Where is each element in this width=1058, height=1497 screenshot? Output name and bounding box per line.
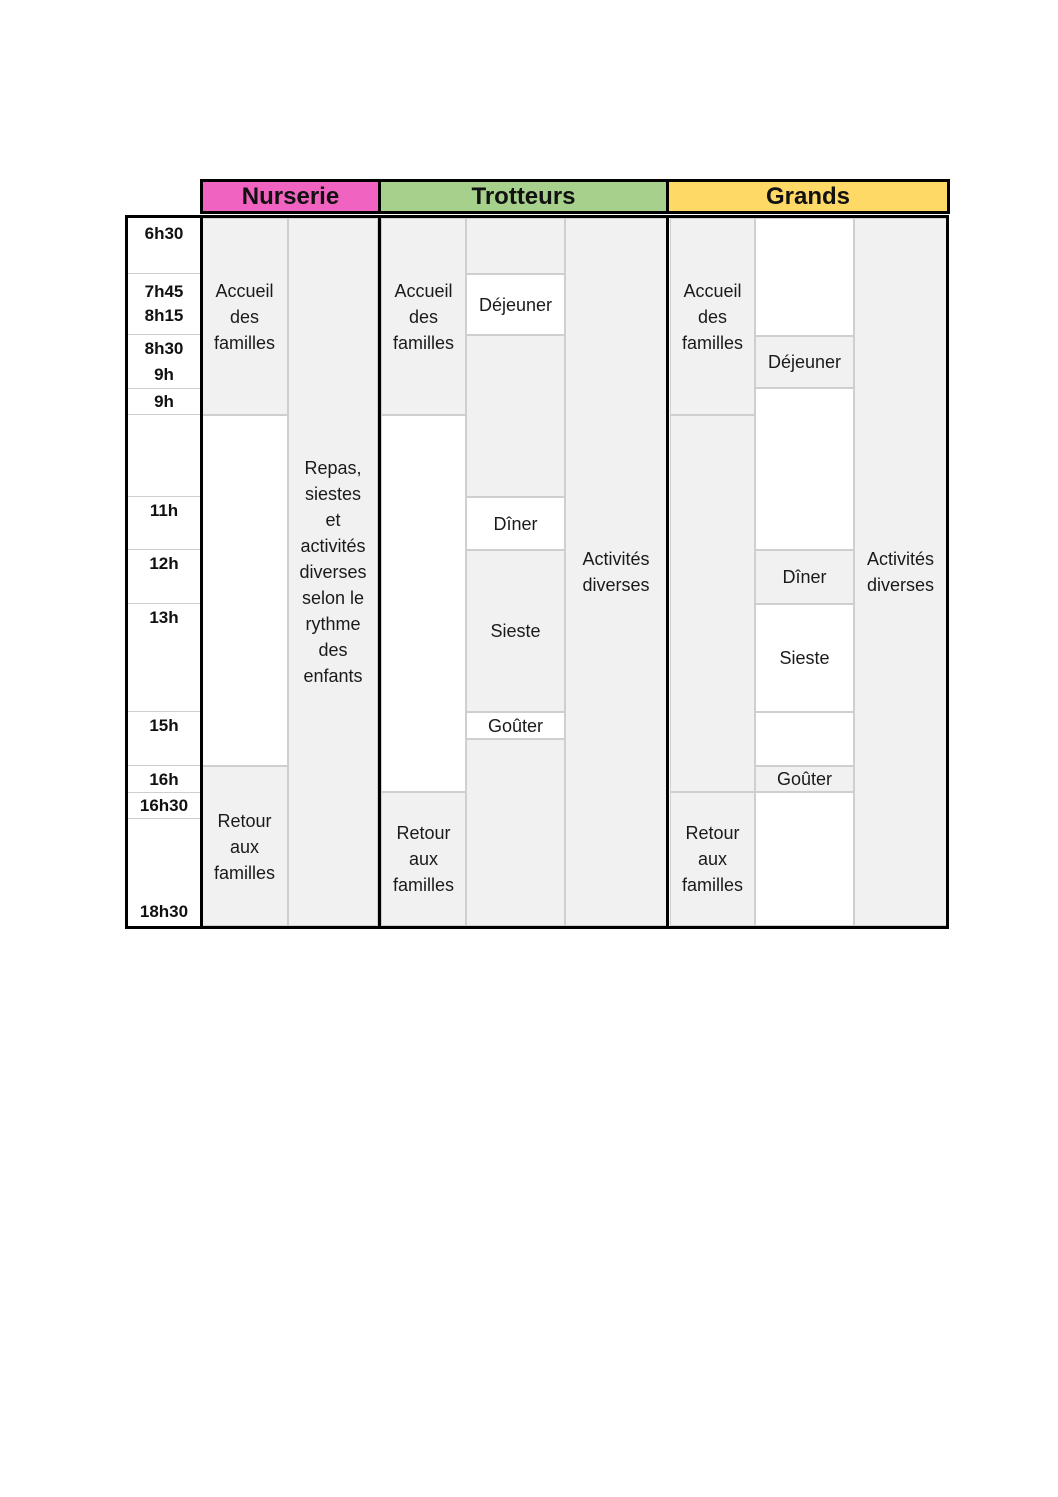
- time-label: 16h30: [128, 793, 200, 819]
- grands-blank: [670, 415, 755, 792]
- trotteurs-early: [466, 218, 565, 274]
- nurserie-blank: [201, 415, 288, 766]
- time-label: 8h30 9h: [128, 335, 200, 389]
- grands-diner: Dîner: [755, 550, 854, 604]
- grands-morning: [755, 388, 854, 550]
- time-label: 9h: [128, 389, 200, 415]
- time-label: 12h: [128, 550, 200, 604]
- grands-sieste: Sieste: [755, 604, 854, 712]
- time-label: 13h: [128, 604, 200, 712]
- trotteurs-blank: [381, 415, 466, 792]
- grands-retour: Retour aux familles: [670, 792, 755, 926]
- grands-afternoon: [755, 712, 854, 766]
- time-label: [128, 415, 200, 497]
- time-label: 6h30: [128, 218, 200, 274]
- time-label: 11h: [128, 497, 200, 550]
- time-label: 16h: [128, 766, 200, 793]
- trotteurs-gouter: Goûter: [466, 712, 565, 739]
- trotteurs-diner: Dîner: [466, 497, 565, 550]
- trotteurs-dejeuner: Déjeuner: [466, 274, 565, 335]
- trotteurs-morning: [466, 335, 565, 497]
- grands-gouter: Goûter: [755, 766, 854, 792]
- trotteurs-sieste: Sieste: [466, 550, 565, 712]
- grands-dejeuner: Déjeuner: [755, 336, 854, 388]
- grands-late: [755, 792, 854, 926]
- trotteurs-retour: Retour aux familles: [381, 792, 466, 926]
- trotteurs-activites: Activités diverses: [565, 218, 667, 926]
- nurserie-retour: Retour aux familles: [201, 766, 288, 926]
- header-grands: Grands: [666, 179, 950, 214]
- grands-early: [755, 218, 854, 336]
- time-label: 15h: [128, 712, 200, 766]
- grands-activites: Activités diverses: [854, 218, 947, 926]
- header-trotteurs: Trotteurs: [378, 179, 669, 214]
- time-label: 18h30: [139, 902, 189, 921]
- time-label: 7h45 8h15: [128, 274, 200, 335]
- header-nurserie: Nurserie: [200, 179, 381, 214]
- nurserie-accueil: Accueil des familles: [201, 218, 288, 415]
- grands-accueil: Accueil des familles: [670, 218, 755, 415]
- nurserie-repas-siestes: Repas, siestes et activités diverses selon le rythme des enfants: [288, 218, 378, 926]
- trotteurs-accueil: Accueil des familles: [381, 218, 466, 415]
- trotteurs-late: [466, 739, 565, 926]
